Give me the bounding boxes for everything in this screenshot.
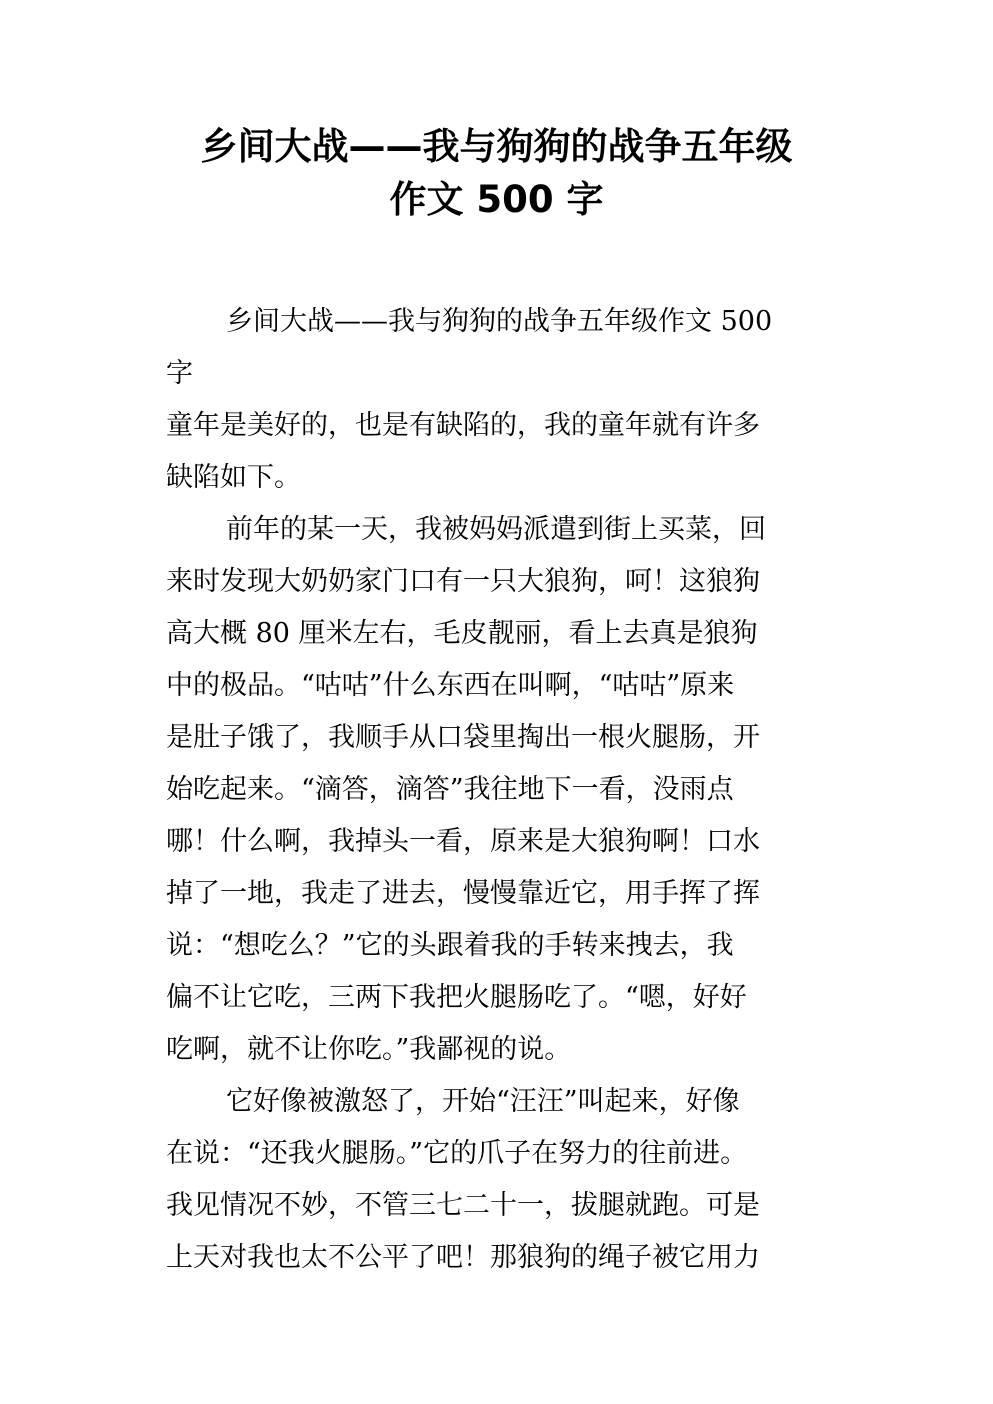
body-line: 乡间大战——我与狗狗的战争五年级作文 500	[226, 306, 773, 337]
body-line: 中的极品。“咕咕”什么东西在叫啊，“咕咕”原来	[166, 670, 735, 701]
body-line: 哪！什么啊，我掉头一看，原来是大狼狗啊！口水	[166, 826, 760, 857]
body-line: 是肚子饿了，我顺手从口袋里掏出一根火腿肠，开	[166, 722, 760, 753]
body-line: 前年的某一天，我被妈妈派遣到街上买菜，回	[226, 514, 766, 545]
body-line: 偏不让它吃，三两下我把火腿肠吃了。“嗯，好好	[166, 982, 747, 1013]
body-line: 童年是美好的，也是有缺陷的，我的童年就有许多	[166, 410, 760, 441]
body-line: 来时发现大奶奶家门口有一只大狼狗，呵！这狼狗	[166, 566, 760, 597]
body-line: 它好像被激怒了，开始“汪汪”叫起来，好像	[226, 1086, 740, 1117]
body-line: 缺陷如下。	[166, 462, 301, 493]
body-line: 高大概 80 厘米左右，毛皮靓丽，看上去真是狼狗	[166, 618, 758, 649]
document-body	[166, 296, 828, 1284]
body-line: 字	[166, 358, 193, 389]
body-line: 说：“想吃么？”它的头跟着我的手转来拽去，我	[166, 930, 734, 961]
body-line: 上天对我也太不公平了吧！那狼狗的绳子被它用力	[166, 1242, 760, 1273]
body-line: 吃啊，就不让你吃。”我鄙视的说。	[166, 1034, 572, 1065]
title-line: 乡间大战——我与狗狗的战争五年级	[200, 125, 793, 168]
document-title	[150, 120, 843, 226]
body-line: 在说：“还我火腿肠。”它的爪子在努力的往前进。	[166, 1138, 748, 1169]
body-line: 我见情况不妙，不管三七二十一，拔腿就跑。可是	[166, 1190, 760, 1221]
body-line: 掉了一地，我走了进去，慢慢靠近它，用手挥了挥	[166, 878, 760, 909]
title-line: 作文 500 字	[389, 178, 604, 221]
body-line: 始吃起来。“滴答，滴答”我往地下一看，没雨点	[166, 774, 734, 805]
